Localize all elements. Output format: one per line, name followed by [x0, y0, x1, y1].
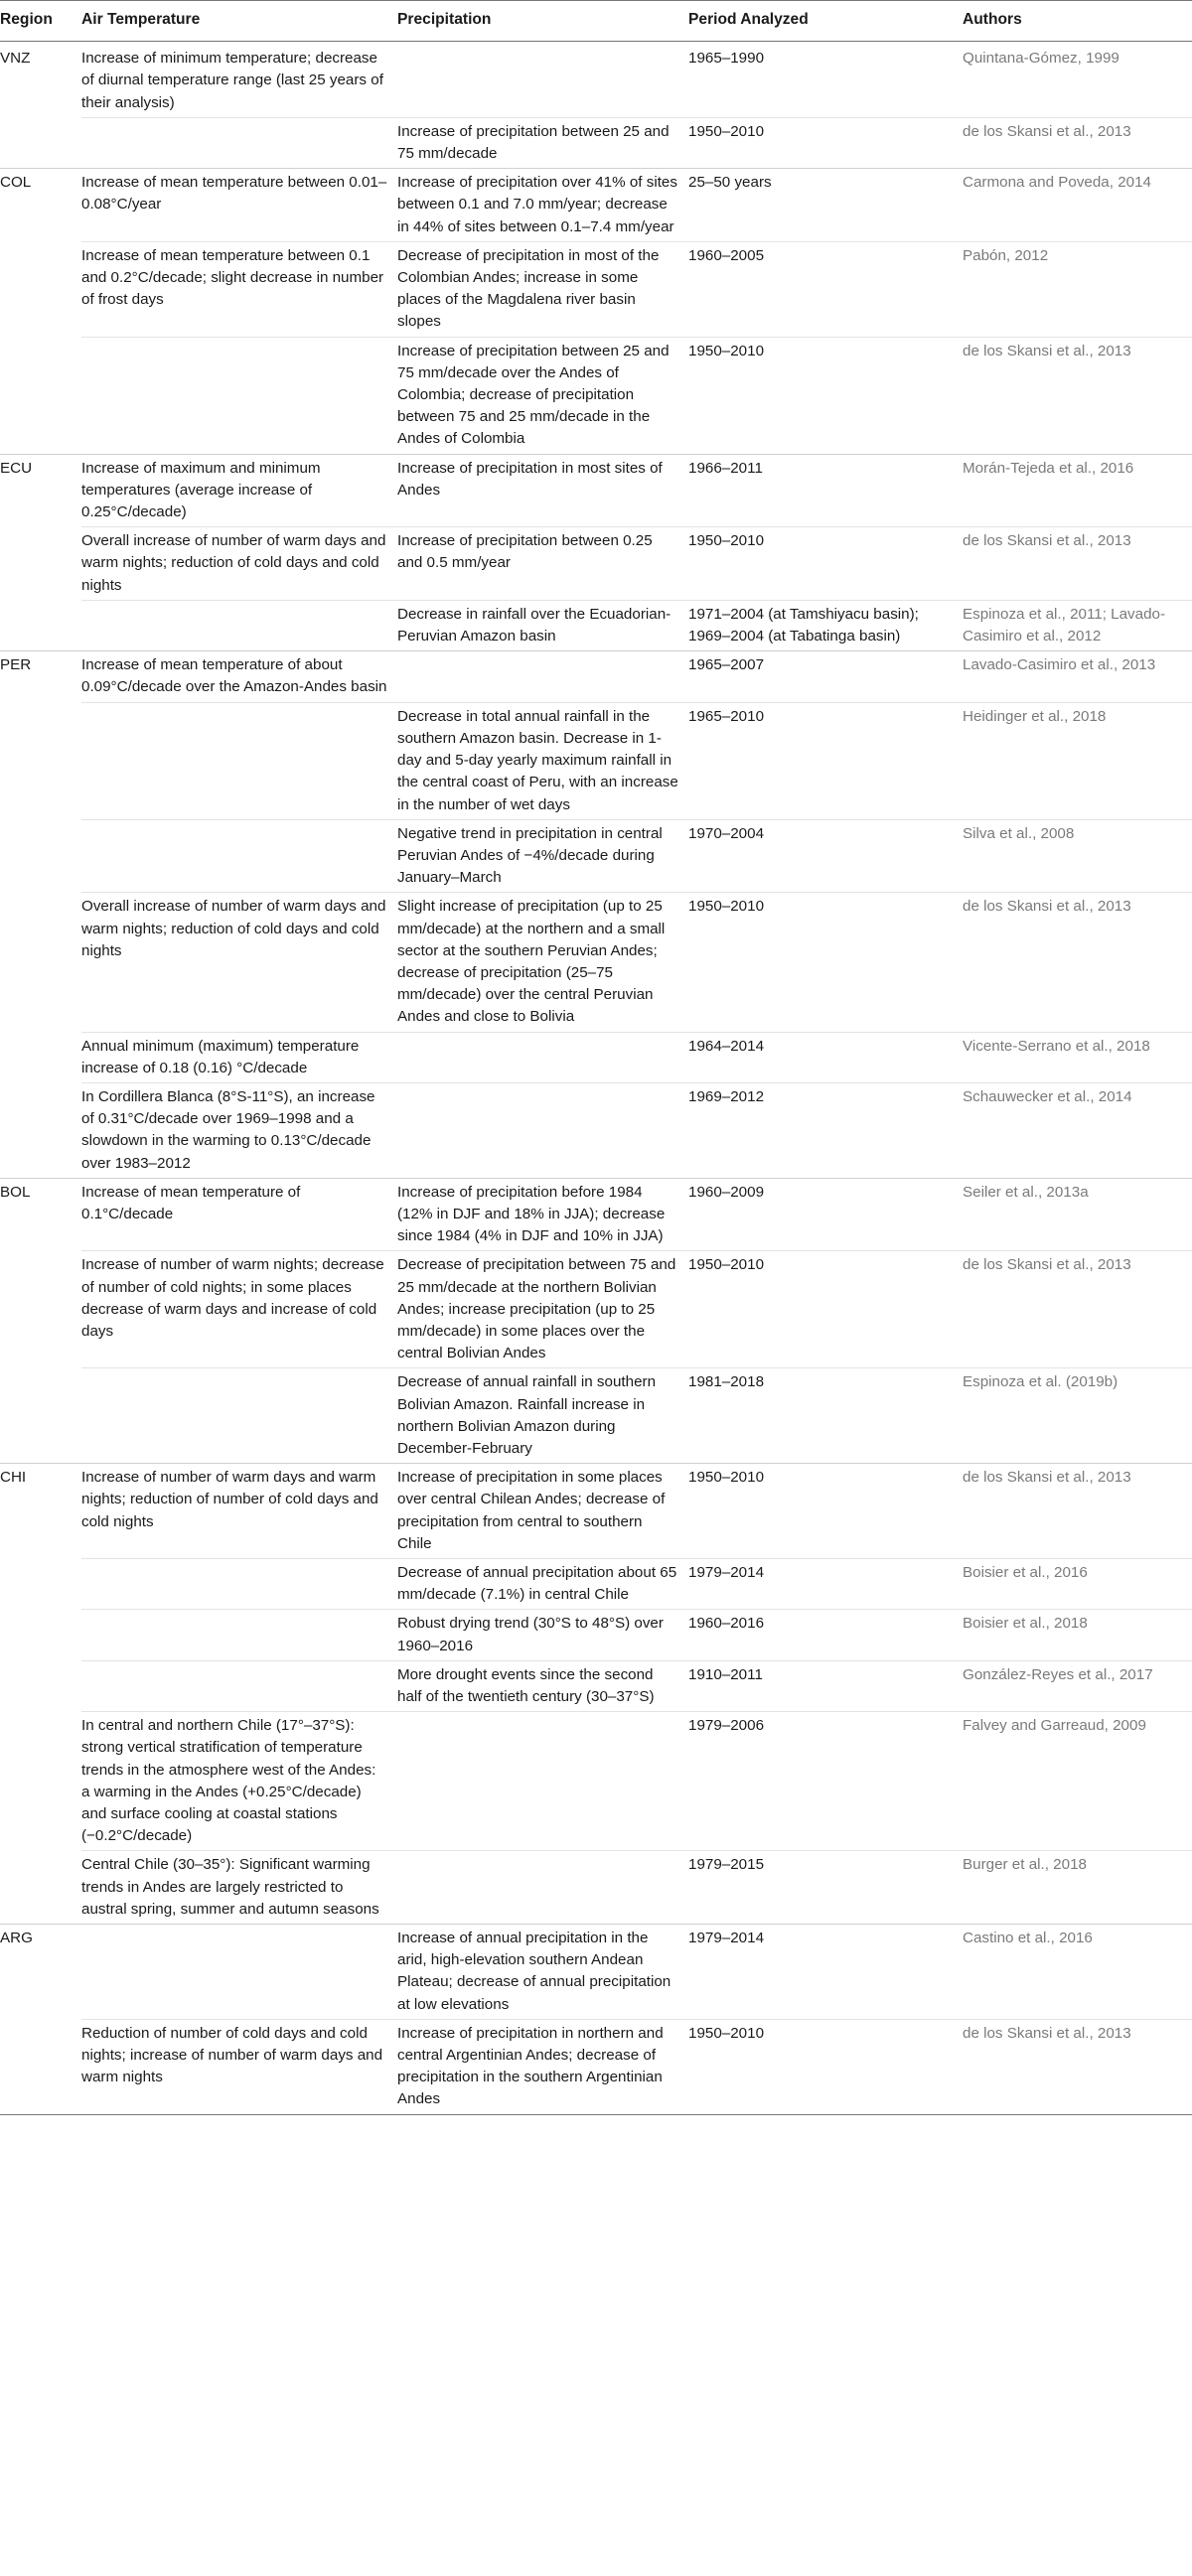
cell-period-analyzed: 1910–2011: [688, 1660, 963, 1711]
cell-period-analyzed: 1960–2005: [688, 241, 963, 337]
cell-air-temperature: [81, 1559, 397, 1610]
cell-authors: de los Skansi et al., 2013: [963, 2019, 1192, 2114]
cell-period-analyzed: 1971–2004 (at Tamshiyacu basin); 1969–2004 (at Tabatinga basin): [688, 600, 963, 650]
cell-period-analyzed: 1950–2010: [688, 1251, 963, 1368]
table-row: [0, 1251, 1192, 1368]
table-body: [0, 42, 1192, 2114]
cell-authors: González-Reyes et al., 2017: [963, 1660, 1192, 1711]
cell-air-temperature: Overall increase of number of warm days and warm nights; reduction of cold days and cold nights: [81, 893, 397, 1032]
cell-period-analyzed: 1979–2006: [688, 1712, 963, 1851]
cell-period-analyzed: 1960–2009: [688, 1178, 963, 1251]
cell-period-analyzed: 1950–2010: [688, 2019, 963, 2114]
cell-precipitation: Increase of precipitation in northern and central Argentinian Andes; decrease of precipitation in the southern Argentinian Andes: [397, 2019, 688, 2114]
header-row: [0, 1, 1192, 42]
cell-region: [0, 527, 81, 601]
cell-period-analyzed: 1965–2010: [688, 702, 963, 819]
cell-air-temperature: Increase of number of warm nights; decrease of number of cold nights; in some places decrease of warm days and increase of cold days: [81, 1251, 397, 1368]
cell-authors: Espinoza et al. (2019b): [963, 1368, 1192, 1464]
cell-precipitation: Increase of precipitation in most sites of Andes: [397, 454, 688, 527]
cell-period-analyzed: 1979–2015: [688, 1851, 963, 1925]
cell-authors: Morán-Tejeda et al., 2016: [963, 454, 1192, 527]
cell-region: ECU: [0, 454, 81, 527]
cell-precipitation: Slight increase of precipitation (up to 25 mm/decade) at the northern and a small sector at the southern Peruvian Andes; decrease of precipitation (25–75 mm/decade) over the central Peruvian Andes and close to Bolivia: [397, 893, 688, 1032]
cell-air-temperature: Increase of mean temperature of about 0.09°C/decade over the Amazon-Andes basin: [81, 651, 397, 702]
cell-authors: Quintana-Gómez, 1999: [963, 50, 1119, 68]
cell-air-temperature: Increase of number of warm days and warm nights; reduction of number of cold days and cold nights: [81, 1464, 397, 1559]
cell-region: [0, 702, 81, 819]
cell-region: BOL: [0, 1178, 81, 1251]
cell-period-analyzed: 1964–2014: [688, 1032, 963, 1082]
cell-region: [0, 1660, 81, 1711]
cell-authors: de los Skansi et al., 2013: [963, 1464, 1192, 1559]
cell-region: VNZ: [0, 50, 31, 68]
cell-region: CHI: [0, 1464, 81, 1559]
cell-region: [0, 117, 81, 168]
cell-period-analyzed: 1979–2014: [688, 1925, 963, 2020]
cell-air-temperature: Overall increase of number of warm days and warm nights; reduction of cold days and cold nights: [81, 527, 397, 601]
cell-air-temperature: Increase of mean temperature of 0.1°C/decade: [81, 1178, 397, 1251]
table-row: [0, 1712, 1192, 1851]
cell-region: [0, 1712, 81, 1851]
cell-region: [0, 241, 81, 337]
cell-period-analyzed: 1965–1990: [688, 50, 765, 68]
cell-precipitation: Decrease of annual precipitation about 65 mm/decade (7.1%) in central Chile: [397, 1559, 688, 1610]
cell-authors: Pabón, 2012: [963, 241, 1192, 337]
cell-period-analyzed: 1950–2010: [688, 117, 963, 168]
table-row: [0, 819, 1192, 893]
cell-authors: de los Skansi et al., 2013: [963, 117, 1192, 168]
header-precipitation: Precipitation: [397, 1, 688, 42]
cell-region: [0, 1251, 81, 1368]
cell-air-temperature: In Cordillera Blanca (8°S-11°S), an increase of 0.31°C/decade over 1969–1998 and a slowdown in the warming to 0.13°C/decade over 1983–2012: [81, 1082, 397, 1178]
cell-authors: Seiler et al., 2013a: [963, 1178, 1192, 1251]
header-period-analyzed: Period Analyzed: [688, 1, 963, 42]
cell-air-temperature: [81, 1610, 397, 1660]
cell-air-temperature: Annual minimum (maximum) temperature increase of 0.18 (0.16) °C/decade: [81, 1032, 397, 1082]
cell-period-analyzed: 25–50 years: [688, 169, 963, 242]
cell-period-analyzed: 1969–2012: [688, 1082, 963, 1178]
cell-period-analyzed: 1979–2014: [688, 1559, 963, 1610]
cell-authors: Falvey and Garreaud, 2009: [963, 1712, 1192, 1851]
cell-precipitation: [397, 1032, 688, 1082]
table-row: [0, 651, 1192, 702]
cell-precipitation: More drought events since the second half of the twentieth century (30–37°S): [397, 1660, 688, 1711]
header-air-temperature: Air Temperature: [81, 1, 397, 42]
cell-air-temperature: [81, 337, 397, 454]
cell-air-temperature: Increase of maximum and minimum temperatures (average increase of 0.25°C/decade): [81, 454, 397, 527]
table-row: [0, 1851, 1192, 1925]
cell-air-temperature: [81, 1925, 397, 2020]
table-row: [0, 2019, 1192, 2114]
cell-precipitation: [397, 651, 688, 702]
cell-region: [0, 1368, 81, 1464]
cell-region: PER: [0, 651, 81, 702]
table-row: [0, 1660, 1192, 1711]
cell-authors: Carmona and Poveda, 2014: [963, 169, 1192, 242]
table-row: [0, 1464, 1192, 1559]
table-row: [0, 1178, 1192, 1251]
cell-precipitation: [397, 1712, 688, 1851]
table-row: [0, 241, 1192, 337]
cell-precipitation: [397, 42, 688, 118]
table-row: [0, 1925, 1192, 2020]
table-row: [0, 117, 1192, 168]
table-row: [0, 337, 1192, 454]
cell-authors: Burger et al., 2018: [963, 1851, 1192, 1925]
cell-precipitation: [397, 1851, 688, 1925]
cell-authors: Silva et al., 2008: [963, 819, 1192, 893]
header-authors: Authors: [963, 1, 1192, 42]
cell-authors: Vicente-Serrano et al., 2018: [963, 1032, 1192, 1082]
cell-air-temperature: [81, 117, 397, 168]
cell-region: [0, 893, 81, 1032]
cell-period-analyzed: 1950–2010: [688, 337, 963, 454]
cell-air-temperature: [81, 600, 397, 650]
table-row: [0, 600, 1192, 650]
cell-region: [0, 1559, 81, 1610]
cell-authors: Espinoza et al., 2011; Lavado-Casimiro et al., 2012: [963, 600, 1192, 650]
cell-period-analyzed: 1950–2010: [688, 893, 963, 1032]
cell-region: [0, 1082, 81, 1178]
cell-precipitation: Increase of precipitation between 25 and 75 mm/decade over the Andes of Colombia; decrease of precipitation between 75 and 25 mm/decade in the Andes of Colombia: [397, 337, 688, 454]
cell-precipitation: Increase of precipitation between 0.25 and 0.5 mm/year: [397, 527, 688, 601]
cell-authors: de los Skansi et al., 2013: [963, 1251, 1192, 1368]
cell-region: [0, 819, 81, 893]
table-header: [0, 1, 1192, 42]
cell-authors: de los Skansi et al., 2013: [963, 527, 1192, 601]
cell-authors: de los Skansi et al., 2013: [963, 893, 1192, 1032]
cell-air-temperature: [81, 1660, 397, 1711]
table-row: [0, 1032, 1192, 1082]
cell-precipitation: Decrease of precipitation in most of the Colombian Andes; increase in some places of the Magdalena river basin slopes: [397, 241, 688, 337]
table-row: [0, 1368, 1192, 1464]
cell-period-analyzed: 1970–2004: [688, 819, 963, 893]
table-row: [0, 1610, 1192, 1660]
header-region: Region: [0, 1, 81, 42]
cell-region: [0, 337, 81, 454]
cell-air-temperature: [81, 702, 397, 819]
cell-authors: Boisier et al., 2016: [963, 1559, 1192, 1610]
cell-authors: Schauwecker et al., 2014: [963, 1082, 1192, 1178]
table-row: [0, 527, 1192, 601]
cell-precipitation: Increase of precipitation between 25 and 75 mm/decade: [397, 117, 688, 168]
cell-region: COL: [0, 169, 81, 242]
cell-air-temperature: Increase of mean temperature between 0.01–0.08°C/year: [81, 169, 397, 242]
cell-precipitation: Decrease of precipitation between 75 and 25 mm/decade at the northern Bolivian Andes; increase precipitation (up to 25 mm/decade) in some places over the central Bolivian Andes: [397, 1251, 688, 1368]
cell-precipitation: Decrease in total annual rainfall in the southern Amazon basin. Decrease in 1-day and 5-day yearly maximum rainfall in the central coast of Peru, with an increase in the number of wet days: [397, 702, 688, 819]
cell-authors: Castino et al., 2016: [963, 1925, 1192, 2020]
cell-authors: de los Skansi et al., 2013: [963, 337, 1192, 454]
cell-region: [0, 1851, 81, 1925]
cell-period-analyzed: 1960–2016: [688, 1610, 963, 1660]
cell-precipitation: Decrease of annual rainfall in southern Bolivian Amazon. Rainfall increase in northern Bolivian Amazon during December-February: [397, 1368, 688, 1464]
cell-region: [0, 600, 81, 650]
cell-authors: Lavado-Casimiro et al., 2013: [963, 651, 1192, 702]
cell-period-analyzed: 1966–2011: [688, 454, 963, 527]
table-row: [0, 169, 1192, 242]
cell-precipitation: Increase of precipitation before 1984 (12% in DJF and 18% in JJA); decrease since 1984 (4% in DJF and 10% in JJA): [397, 1178, 688, 1251]
cell-precipitation: Increase of annual precipitation in the arid, high-elevation southern Andean Plateau; decrease of annual precipitation at low elevations: [397, 1925, 688, 2020]
cell-period-analyzed: 1981–2018: [688, 1368, 963, 1464]
table-row: [0, 42, 1192, 118]
cell-precipitation: Decrease in rainfall over the Ecuadorian-Peruvian Amazon basin: [397, 600, 688, 650]
cell-air-temperature: Reduction of number of cold days and cold nights; increase of number of warm days and warm nights: [81, 2019, 397, 2114]
table-row: [0, 702, 1192, 819]
cell-region: [0, 1032, 81, 1082]
cell-air-temperature: Increase of minimum temperature; decrease of diurnal temperature range (last 25 years of their analysis): [81, 50, 383, 111]
cell-air-temperature: Increase of mean temperature between 0.1 and 0.2°C/decade; slight decrease in number of frost days: [81, 241, 397, 337]
cell-precipitation: Robust drying trend (30°S to 48°S) over 1960–2016: [397, 1610, 688, 1660]
cell-authors: Heidinger et al., 2018: [963, 702, 1192, 819]
cell-region: [0, 1610, 81, 1660]
cell-region: ARG: [0, 1925, 81, 2020]
cell-precipitation: [397, 1082, 688, 1178]
cell-period-analyzed: 1950–2010: [688, 1464, 963, 1559]
cell-precipitation: Negative trend in precipitation in central Peruvian Andes of −4%/decade during January–March: [397, 819, 688, 893]
cell-period-analyzed: 1950–2010: [688, 527, 963, 601]
cell-precipitation: Increase of precipitation in some places over central Chilean Andes; decrease of precipitation from central to southern Chile: [397, 1464, 688, 1559]
table-row: [0, 1082, 1192, 1178]
table-row: [0, 893, 1192, 1032]
cell-authors: Boisier et al., 2018: [963, 1610, 1192, 1660]
cell-period-analyzed: 1965–2007: [688, 651, 963, 702]
table-row: [0, 1559, 1192, 1610]
cell-precipitation: Increase of precipitation over 41% of sites between 0.1 and 7.0 mm/year; decrease in 44% of sites between 0.1–7.4 mm/year: [397, 169, 688, 242]
cell-air-temperature: In central and northern Chile (17°–37°S): strong vertical stratification of temperature trends in the atmosphere west of the Andes: a warming in the Andes (+0.25°C/decade) and surface cooling at coastal stations (−0.2°C/decade): [81, 1712, 397, 1851]
cell-air-temperature: [81, 1368, 397, 1464]
table-row: [0, 454, 1192, 527]
cell-region: [0, 2019, 81, 2114]
cell-air-temperature: Central Chile (30–35°): Significant warming trends in Andes are largely restricted to austral spring, summer and autumn seasons: [81, 1851, 397, 1925]
cell-air-temperature: [81, 819, 397, 893]
